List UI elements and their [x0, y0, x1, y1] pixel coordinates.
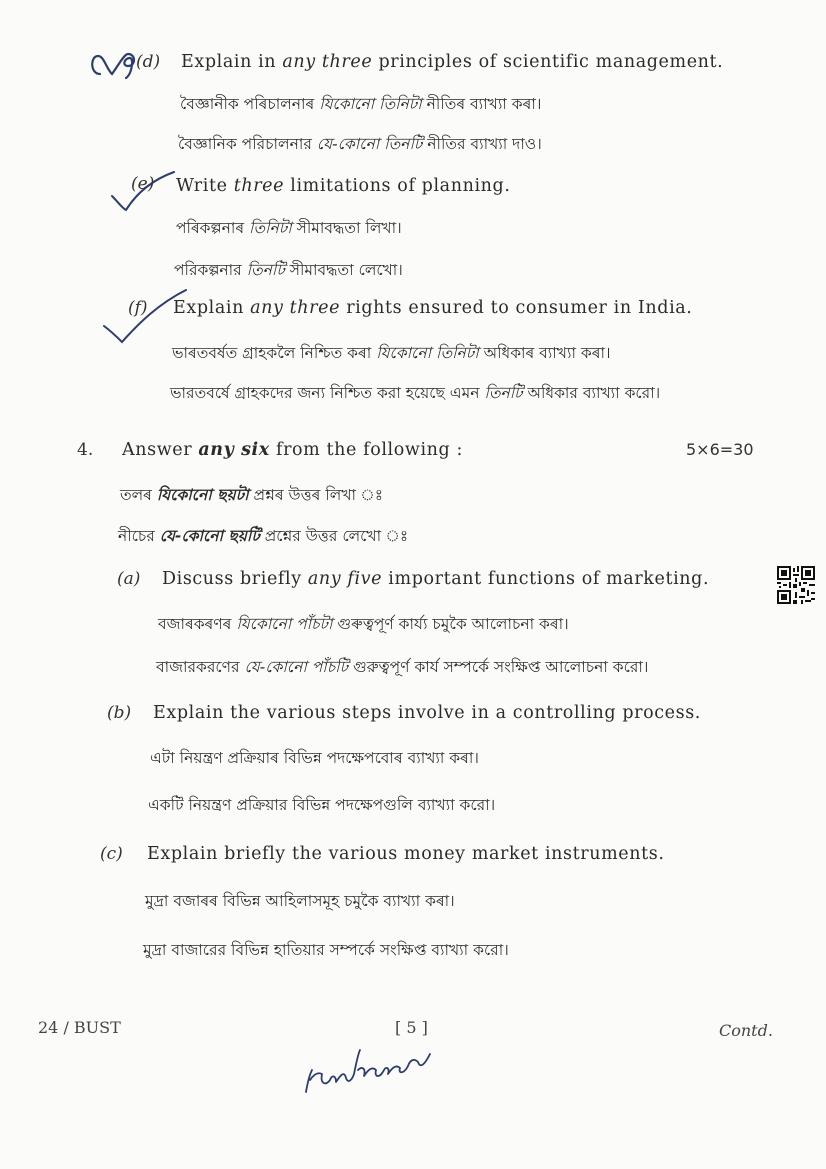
- q4c-bengali: মুদ্রা বাজারের বিভিন্ন হাতিয়ার সম্পর্কে সংক্ষিপ্ত ব্যাখ্যা করো।: [143, 941, 509, 959]
- q3f-english: Explain any three rights ensured to consumer in India.: [173, 298, 693, 318]
- q4b-assamese: এটা নিয়ন্ত্ৰণ প্ৰক্ৰিয়াৰ বিভিন্ন পদক্ষেপবোৰ ব্যাখ্যা কৰা।: [150, 749, 479, 767]
- q4a-assamese: বজাৰকৰণৰ যিকোনো পাঁচটা গুৰুত্বপূৰ্ণ কাৰ্য্য চমুকৈ আলোচনা কৰা।: [158, 615, 569, 633]
- q4-marks: 5×6=30: [686, 440, 754, 459]
- q3f-label: (f): [128, 298, 148, 318]
- q4b-bengali: একটি নিয়ন্ত্রণ প্রক্রিয়ার বিভিন্ন পদক্ষেপগুলি ব্যাখ্যা করো।: [148, 796, 496, 814]
- q3d-bengali: বৈজ্ঞানিক পরিচালনার যে-কোনো তিনটি নীতির ব্যাখ্যা দাও।: [178, 135, 542, 153]
- q4c-english: Explain briefly the various money market instruments.: [147, 844, 665, 864]
- q3f-bengali: ভারতবর্ষে গ্রাহকদের জন্য নিশ্চিত করা হয়েছে এমন তিনটি অধিকার ব্যাখ্যা করো।: [170, 384, 661, 402]
- handwritten-signature: [300, 1040, 445, 1100]
- q4a-english: Discuss briefly any five important functions of marketing.: [162, 569, 710, 589]
- q4-assamese: তলৰ যিকোনো ছয়টা প্ৰশ্নৰ উত্তৰ লিখা ঃ: [120, 486, 384, 504]
- q3e-assamese: পৰিকল্পনাৰ তিনিটা সীমাবদ্ধতা লিখা।: [176, 219, 402, 237]
- q3e-english: Write three limitations of planning.: [176, 176, 511, 196]
- paper-code: 24 / BUST: [38, 1018, 121, 1037]
- q4a-bengali: বাজারকরণের যে-কোনো পাঁচটি গুরুত্বপূর্ণ কার্য সম্পর্কে সংক্ষিপ্ত আলোচনা করো।: [156, 658, 649, 676]
- q4b-english: Explain the various steps involve in a controlling process.: [153, 703, 701, 723]
- q4b-label: (b): [107, 703, 132, 723]
- q3e-label: (e): [131, 174, 155, 194]
- qr-code: [777, 566, 815, 604]
- q3e-bengali: পরিকল্পনার তিনটি সীমাবদ্ধতা লেখো।: [174, 261, 403, 279]
- q3d-assamese: বৈজ্ঞানীক পৰিচালনাৰ যিকোনো তিনিটা নীতিৰ ব্যাখ্যা কৰা।: [180, 95, 542, 113]
- q3d-label: (d): [136, 52, 161, 72]
- contd-label: Contd.: [719, 1021, 773, 1040]
- q4c-label: (c): [100, 844, 123, 864]
- q4-english: Answer any six from the following :: [122, 440, 463, 460]
- q4c-assamese: মুদ্ৰা বজাৰৰ বিভিন্ন আহিলাসমূহ চমুকৈ ব্যাখ্যা কৰা।: [145, 892, 455, 910]
- page-number: [ 5 ]: [395, 1018, 428, 1037]
- q3d-english: Explain in any three principles of scientific management.: [181, 52, 724, 72]
- tick-mark-f: [100, 288, 190, 348]
- q4-bengali: নীচের যে-কোনো ছয়টি প্রশ্নের উত্তর লেখো ঃ: [118, 527, 409, 545]
- q4-number: 4.: [77, 440, 94, 460]
- q4a-label: (a): [117, 569, 141, 589]
- q3f-assamese: ভাৰতবৰ্ষত গ্ৰাহকলৈ নিশ্চিত কৰা যিকোনো তিনিটা অধিকাৰ ব্যাখ্যা কৰা।: [172, 344, 611, 362]
